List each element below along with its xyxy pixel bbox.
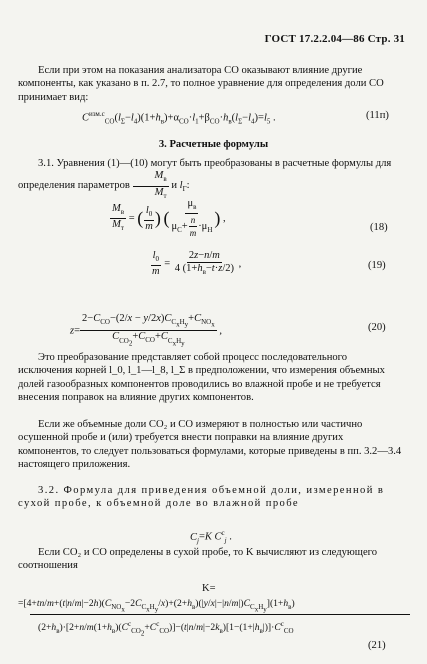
page-header: ГОСТ 17.2.2.04—86 Стр. 31: [264, 33, 405, 45]
equation-cj: $C_j=K$ $C^с_j$ .: [190, 529, 232, 545]
paragraph-3-2: 3.2. Формула для приведения объемной доли, измеренной в сухой пробе, к объемной доле во влажной пробе: [18, 485, 385, 510]
equation-11n: $C^{изм.с}_{CO}(l_\Sigma-l_4)(1+h_в)+\alpha_{CO}\cdot l_1+\beta_{CO}\cdot h_в(l_\Sigma-l_4)=l_5$ .: [82, 110, 276, 126]
equation-number-21: (21): [368, 640, 386, 651]
equation-number-20: (20): [368, 322, 386, 333]
equation-number-19: (19): [368, 260, 386, 271]
paragraph-k: Если CO₂ и CO определены в сухой пробе, то K вычисляют из следующего соотношения: [18, 547, 378, 572]
equation-20: z= $\frac{2-C_{CO}-(2/x - y/2x)C_{C_xH_y}+C_{NO_x}}{C_{CO_2}+C_{CO}+C_{C_xH_y}}$ ,: [70, 313, 222, 347]
paragraph-3-1: 3.1. Уравнения (1)—(10) могут быть преобразованы в расчетные формулы для определения параметров $\frac{M_в}{M_т}$ и $l_\Gamma$:: [18, 158, 392, 200]
paragraph-dry-sample: Если же объемные доли CO₂ и CO измеряют в полностью или частично осушенной пробе и (или) требуется внести поправки на влияние других компонентов, то следует пользоваться формулами, которые приведены в пп. 3.2—3.4 настоящего приложения.: [18, 419, 402, 471]
equation-number-11n: (11п): [366, 110, 389, 121]
equation-18: $\frac{M_в}{M_т}$ = ( $\frac{l_0}{m}$ ) ( $\mu_в$ $\mu_C+$ $\frac{n}{m}$ $\cdot\mu_H$ ) ,: [112, 198, 226, 239]
equation-19: $\frac{l_0}{m}$ = $\frac{2z-n/m}{4 (1+h_в-t\cdot z/2)}$ ,: [152, 250, 242, 278]
equation-21-numerator: $=[4+tn/m+(t|n/m|-2h)(C_{NO_x}-2C_{C_xH_y}/x)+(2+h_в)(|y/x|-|n/m|)C_{C_xH_y}](1+h_в)$: [18, 598, 295, 614]
equation-21-denominator: $(2+h_в)\cdot[2+n/m(1+h_в)(C^с_{CO_2}+C^с_{CO})]-(t|n/m|-2k_в)[1-(1+|h_в|)]\cdot C^с_{CO}$: [38, 620, 294, 638]
equation-k-label: K=: [202, 583, 216, 594]
fraction-bar: [30, 614, 410, 615]
equation-number-18: (18): [370, 222, 388, 233]
paragraph-iteration: Это преобразование представляет собой процесс последовательного исключения корней l_0, l_1—l_8, l_Σ в предположении, что измерения объемных долей газообразных компонентов проводились во влажной пробе и не требуется внесения поправок на влияние других компонентов.: [18, 352, 385, 404]
section-heading: 3. Расчетные формулы: [158, 139, 269, 150]
paragraph-interference: Если при этом на показания анализатора CO оказывают влияние другие компоненты, как указано в п. 2.7, то полное уравнение для определения доли CO принимает вид:: [18, 65, 384, 103]
